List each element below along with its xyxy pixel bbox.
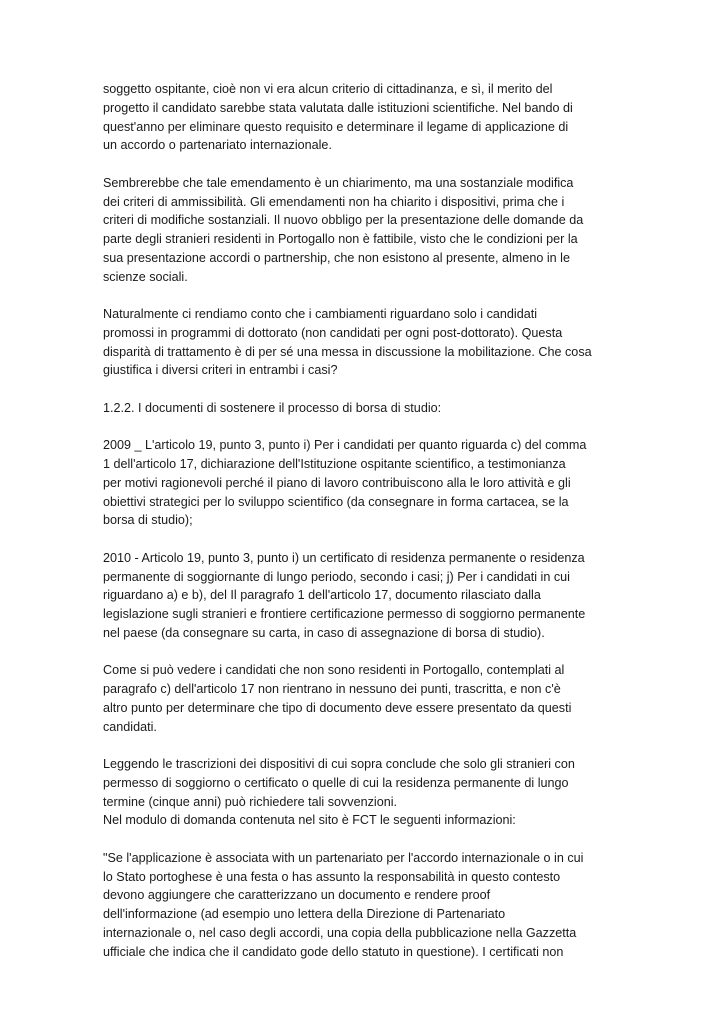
text-line: scienze sociali.: [103, 269, 188, 284]
text-line: altro punto per determinare che tipo di documento deve essere presentato da questi: [103, 700, 572, 715]
text-line: nel paese (da consegnare su carta, in caso di assegnazione di borsa di studio).: [103, 625, 545, 640]
text-line: Nel modulo di domanda contenuta nel sito è FCT le seguenti informazioni:: [103, 813, 516, 828]
text-line: parte degli stranieri residenti in Portogallo non è fattibile, visto che le condizioni per la: [103, 232, 578, 246]
text-line: devono aggiungere che caratterizzano un documento e rendere proof: [103, 888, 491, 903]
paragraph: [103, 399, 633, 418]
paragraph: [103, 811, 633, 830]
text-line: criteri di modifiche sostanziali. Il nuovo obbligo per la presentazione delle domande da: [103, 213, 584, 228]
text-line: Come si può vedere i candidati che non sono residenti in Portogallo, contemplati al: [103, 663, 565, 678]
text-line: permesso di soggiorno o certificato o quelle di cui la residenza permanente di lungo: [103, 775, 569, 790]
paragraph: [103, 849, 633, 962]
text-line: per motivi ragionevoli perché il piano di lavoro contribuiscono alla le loro attività e gli: [103, 475, 571, 490]
paragraph: [103, 436, 633, 530]
text-line: 1.2.2. I documenti di sostenere il processo di borsa di studio:: [103, 400, 442, 415]
text-line: obiettivi strategici per lo sviluppo scientifico (da consegnare in forma cartacea, se la: [103, 494, 569, 509]
text-line: dei criteri di ammissibilità. Gli emendamenti non ha chiarito i dispositivi, prima che i: [103, 194, 565, 209]
text-line: giustifica i diversi criteri in entrambi i casi?: [103, 363, 338, 378]
text-line: paragrafo c) dell'articolo 17 non rientrano in nessuno dei punti, trascritta, e non c'è: [103, 682, 561, 696]
text-line: 1 dell'articolo 17, dichiarazione dell'Istituzione ospitante scientifico, a testimonianza: [103, 457, 566, 471]
text-line: internazionale o, nel caso degli accordi, una copia della pubblicazione nella Gazzetta: [103, 925, 577, 940]
paragraph: [103, 549, 633, 643]
text-line: "Se l'applicazione è associata with un partenariato per l'accordo internazionale o in cui: [103, 850, 584, 865]
text-line: sua presentazione accordi o partnership, che non esistono al presente, almeno in le: [103, 250, 570, 265]
text-line: riguardano a) e b), del Il paragrafo 1 dell'articolo 17, documento rilasciato dalla: [103, 588, 541, 603]
paragraph: [103, 755, 633, 811]
text-line: promossi in programmi di dottorato (non candidati per ogni post-dottorato). Questa: [103, 325, 563, 340]
paragraph: [103, 80, 633, 155]
text-line: dell'informazione (ad esempio uno lettera della Direzione di Partenariato: [103, 907, 506, 921]
text-line: quest'anno per eliminare questo requisito e determinare il legame di applicazione di: [103, 119, 569, 134]
text-line: soggetto ospitante, cioè non vi era alcun criterio di cittadinanza, e sì, il merito del: [103, 82, 553, 96]
text-line: candidati.: [103, 719, 157, 734]
paragraph: [103, 305, 633, 380]
text-line: legislazione sugli stranieri e frontiere certificazione permesso di soggiorno permanente: [103, 607, 586, 621]
document-page: [103, 80, 633, 980]
text-line: progetto il candidato sarebbe stata valutata dalle istituzioni scientifiche. Nel bando di: [103, 100, 573, 115]
text-line: termine (cinque anni) può richiedere tali sovvenzioni.: [103, 794, 398, 809]
paragraph: [103, 174, 633, 287]
text-line: lo Stato portoghese è una festa o has assunto la responsabilità in questo contesto: [103, 869, 561, 884]
text-line: permanente di soggiornante di lungo periodo, secondo i casi; j) Per i candidati in cui: [103, 569, 570, 584]
text-line: Sembrerebbe che tale emendamento è un chiarimento, ma una sostanziale modifica: [103, 175, 574, 190]
text-line: ufficiale che indica che il candidato gode dello statuto in questione). I certificati non: [103, 944, 564, 959]
text-line: 2010 - Articolo 19, punto 3, punto i) un certificato di residenza permanente o residenza: [103, 550, 585, 565]
text-line: disparità di trattamento è di per sé una messa in discussione la mobilitazione. Che cosa: [103, 344, 592, 359]
text-line: un accordo o partenariato internazionale.: [103, 138, 332, 153]
text-line: borsa di studio);: [103, 513, 193, 528]
paragraph: [103, 661, 633, 736]
text-line: Leggendo le trascrizioni dei dispositivi di cui sopra conclude che solo gli stranieri con: [103, 757, 575, 771]
text-line: 2009 _ L'articolo 19, punto 3, punto i) Per i candidati per quanto riguarda c) del comma: [103, 438, 587, 453]
text-line: Naturalmente ci rendiamo conto che i cambiamenti riguardano solo i candidati: [103, 307, 538, 321]
